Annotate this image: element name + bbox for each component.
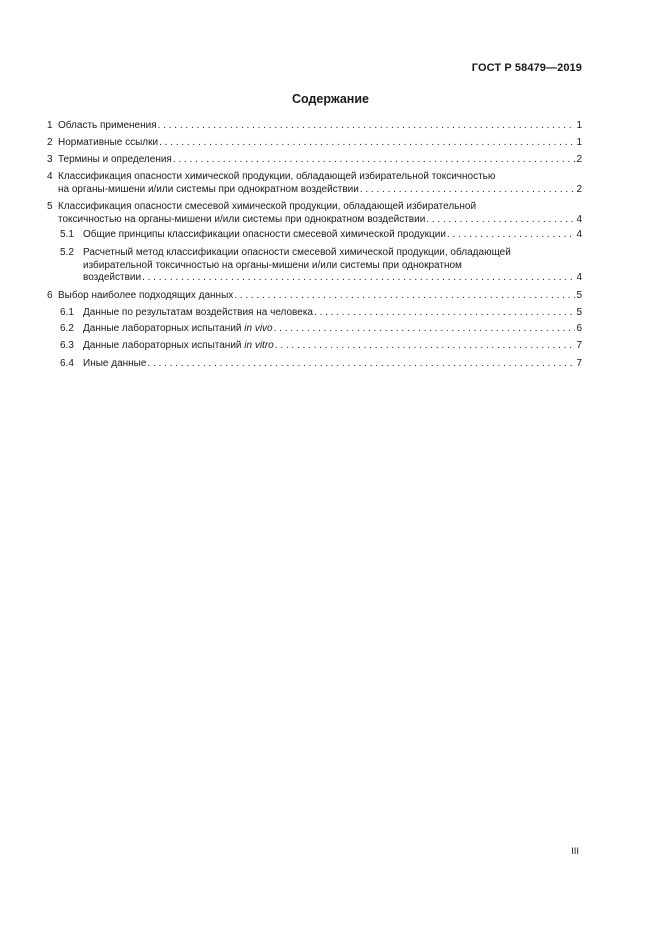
toc-entry-title: Данные лабораторных испытаний — [83, 340, 245, 351]
toc-entry-title: Иные данные — [83, 358, 147, 369]
toc-entry-title-cont: избирательной токсичностью на органы-мишени и/или системы при однократном — [83, 259, 462, 271]
toc-entry-page: 4 — [576, 229, 582, 240]
toc-entry-page: 2 — [576, 183, 582, 195]
toc-entry-page: 5 — [576, 307, 582, 318]
toc-entry-title: Данные по результатам воздействия на человека — [83, 307, 313, 318]
toc-entry-number: 4 — [47, 171, 53, 182]
toc-entry-page: 5 — [576, 290, 582, 301]
document-code: ГОСТ Р 58479—2019 — [471, 62, 582, 74]
toc-entry-page: 7 — [576, 358, 582, 369]
toc-entry-title-cont: воздействии — [83, 272, 142, 284]
toc-entry-title: Расчетный метод классификации опасности смесевой химической продукции, обладающей — [83, 247, 511, 258]
toc-entry-title: Общие принципы классификации опасности смесевой химической продукции — [83, 229, 446, 240]
toc-entry-number: 5.1 — [60, 229, 74, 240]
toc-entry-title: Данные лабораторных испытаний — [83, 323, 245, 334]
page-number: III — [571, 846, 579, 857]
toc-entry-page: 7 — [576, 340, 582, 351]
toc-entry-number: 6.3 — [60, 340, 74, 351]
toc-entry-page: 2 — [576, 154, 582, 165]
toc-entry-title: Термины и определения — [58, 154, 172, 165]
toc-entry-title-cont: на органы-мишени и/или системы при однократном воздействии — [58, 183, 359, 195]
toc-entry-title: Нормативные ссылки — [58, 137, 159, 148]
toc-entry-number: 3 — [47, 154, 53, 165]
toc-entry-number: 6.4 — [60, 358, 74, 369]
toc-entry-title-italic: in vivo — [244, 323, 273, 334]
toc-entry-title-italic: in vitro — [244, 340, 274, 351]
toc-entry-number: 1 — [47, 120, 53, 131]
toc-entry-page: 1 — [576, 137, 582, 148]
toc-entry-page: 4 — [576, 213, 582, 225]
toc-entry-title-cont: токсичностью на органы-мишени и/или системы при однократном воздействии — [58, 213, 426, 225]
toc-entry-title: Классификация опасности химической продукции, обладающей избирательной токсичностью — [58, 171, 496, 182]
toc-entry-number: 2 — [47, 137, 53, 148]
toc-entry-page: 1 — [576, 120, 582, 131]
toc-entry-number: 6.1 — [60, 307, 74, 318]
toc-entry-title: Область применения — [58, 120, 157, 131]
toc-entry-page: 6 — [576, 323, 582, 334]
toc-entry-number: 5.2 — [60, 247, 74, 258]
toc-entry-number: 5 — [47, 201, 53, 212]
page-title: Содержание — [291, 92, 369, 106]
toc-entry-title: Выбор наиболее подходящих данных — [58, 290, 234, 301]
toc-entry-title: Классификация опасности смесевой химической продукции, обладающей избирательной — [58, 201, 477, 212]
toc-entry-number: 6 — [47, 290, 53, 301]
toc-entry-number: 6.2 — [60, 323, 74, 334]
toc-entry-page: 4 — [576, 272, 582, 284]
